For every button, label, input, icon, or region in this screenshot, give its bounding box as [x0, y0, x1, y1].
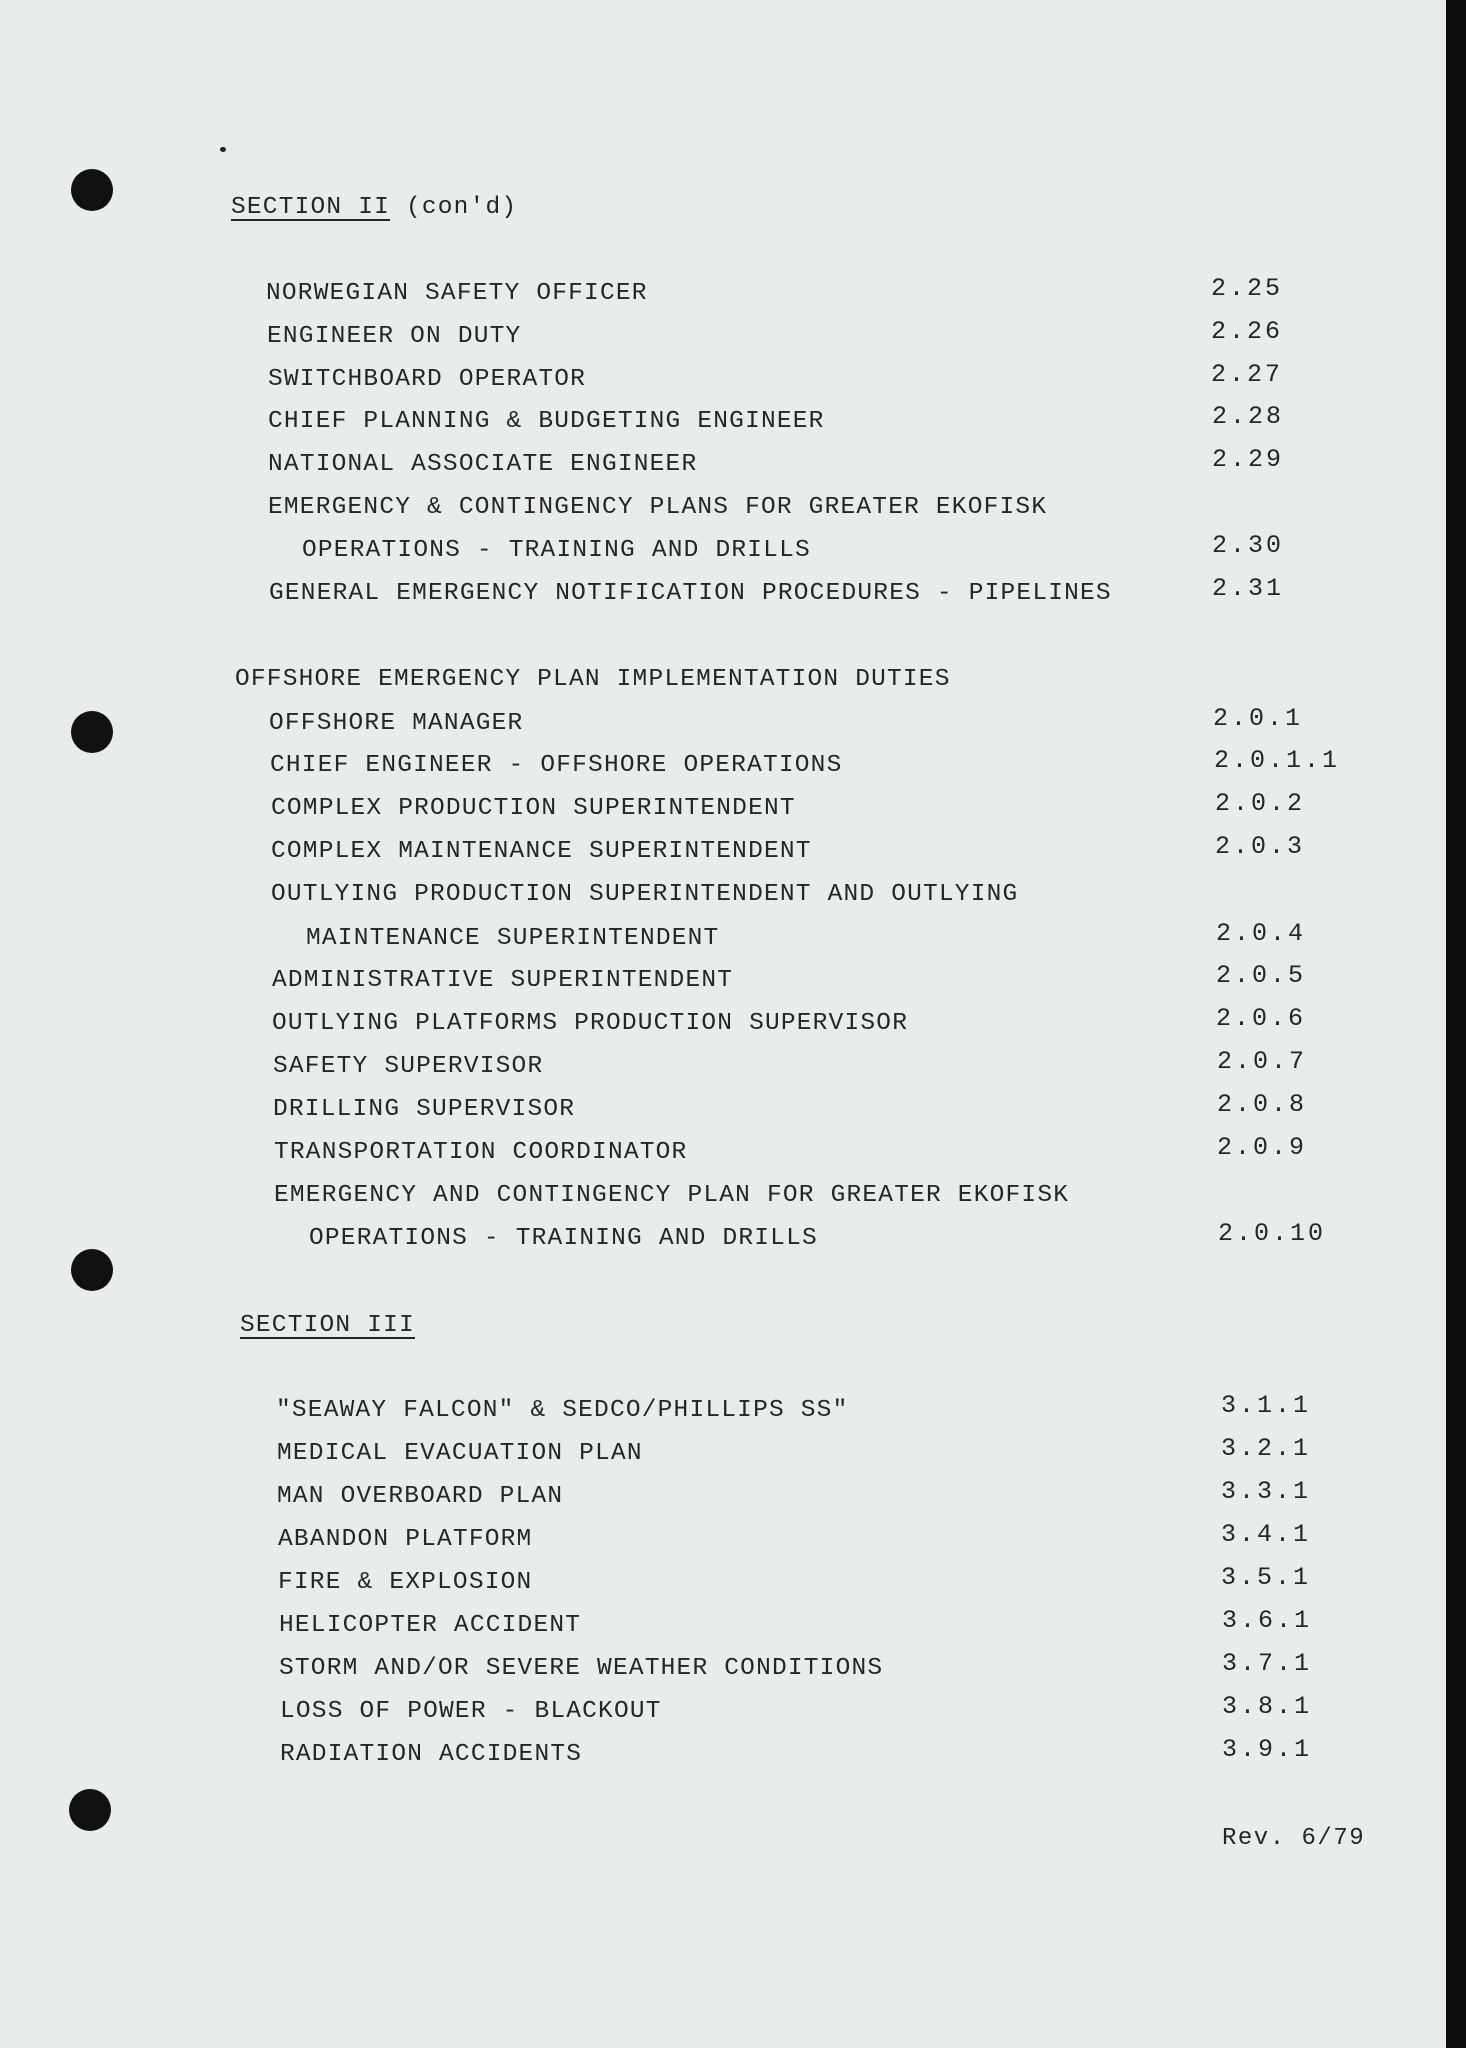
toc-entry-label: CHIEF ENGINEER - OFFSHORE OPERATIONS	[270, 752, 843, 779]
toc-entry-number: 2.0.9	[1217, 1133, 1308, 1162]
toc-entry-number: 3.6.1	[1222, 1606, 1313, 1635]
toc-entry-number: 2.0.7	[1217, 1047, 1308, 1076]
toc-entry-label: "SEAWAY FALCON" & SEDCO/PHILLIPS SS"	[276, 1397, 849, 1424]
toc-entry-label: ABANDON PLATFORM	[278, 1526, 533, 1553]
toc-entry-number: 2.0.8	[1217, 1090, 1308, 1119]
toc-entry-label: ADMINISTRATIVE SUPERINTENDENT	[272, 967, 734, 994]
toc-entry-number: 2.0.3	[1215, 832, 1306, 861]
toc-entry-label: HELICOPTER ACCIDENT	[279, 1612, 582, 1639]
toc-entry-number: 2.30	[1212, 531, 1285, 560]
section-ii-header	[231, 193, 517, 223]
toc-entry-label: OUTLYING PLATFORMS PRODUCTION SUPERVISOR	[272, 1010, 909, 1037]
toc-entry-label-continued: OPERATIONS - TRAINING AND DRILLS	[309, 1225, 818, 1252]
offshore-duties-heading: OFFSHORE EMERGENCY PLAN IMPLEMENTATION DUTIES	[235, 666, 951, 693]
revision-note: Rev. 6/79	[1222, 1825, 1366, 1852]
toc-entry-label: EMERGENCY & CONTINGENCY PLANS FOR GREATER EKOFISK	[268, 494, 1048, 521]
toc-entry-label: CHIEF PLANNING & BUDGETING ENGINEER	[268, 408, 825, 435]
toc-entry-label: RADIATION ACCIDENTS	[280, 1741, 583, 1768]
toc-entry-label: GENERAL EMERGENCY NOTIFICATION PROCEDURES - PIPELINES	[269, 580, 1112, 607]
punch-hole-2	[71, 711, 113, 753]
toc-entry-number: 2.0.10	[1218, 1219, 1327, 1248]
toc-entry-label: STORM AND/OR SEVERE WEATHER CONDITIONS	[279, 1655, 884, 1682]
toc-entry-number: 2.0.1.1	[1214, 746, 1341, 775]
toc-entry-label: LOSS OF POWER - BLACKOUT	[280, 1698, 662, 1725]
toc-entry-label: SWITCHBOARD OPERATOR	[268, 366, 587, 393]
toc-entry-label: FIRE & EXPLOSION	[278, 1569, 533, 1596]
toc-entry-number: 2.0.6	[1216, 1004, 1307, 1033]
toc-entry-label: OUTLYING PRODUCTION SUPERINTENDENT AND OUTLYING	[271, 881, 1019, 908]
toc-entry-number: 2.25	[1211, 274, 1284, 303]
toc-entry-number: 2.29	[1212, 445, 1285, 474]
punch-hole-1	[71, 169, 113, 211]
toc-entry-label: MEDICAL EVACUATION PLAN	[277, 1440, 643, 1467]
section-iii-title: SECTION III	[240, 1312, 415, 1339]
toc-entry-number: 2.26	[1211, 317, 1284, 346]
toc-entry-label: EMERGENCY AND CONTINGENCY PLAN FOR GREATER EKOFISK	[274, 1182, 1070, 1209]
toc-entry-label: OFFSHORE MANAGER	[269, 710, 524, 737]
toc-entry-label: DRILLING SUPERVISOR	[273, 1096, 576, 1123]
toc-entry-label: SAFETY SUPERVISOR	[273, 1053, 544, 1080]
toc-entry-label: COMPLEX PRODUCTION SUPERINTENDENT	[271, 795, 796, 822]
toc-entry-label: COMPLEX MAINTENANCE SUPERINTENDENT	[271, 838, 812, 865]
toc-entry-number: 3.2.1	[1221, 1434, 1312, 1463]
toc-entry-label: NORWEGIAN SAFETY OFFICER	[266, 280, 648, 307]
toc-entry-number: 3.5.1	[1221, 1563, 1312, 1592]
toc-entry-number: 2.0.4	[1216, 919, 1307, 948]
toc-entry-label-continued: OPERATIONS - TRAINING AND DRILLS	[302, 537, 811, 564]
ink-speck	[220, 147, 226, 152]
toc-entry-number: 3.7.1	[1222, 1649, 1313, 1678]
toc-entry-number: 3.4.1	[1221, 1520, 1312, 1549]
toc-entry-label: ENGINEER ON DUTY	[267, 323, 522, 350]
toc-entry-number: 2.0.2	[1215, 789, 1306, 818]
toc-entry-number: 2.0.5	[1216, 961, 1307, 990]
punch-hole-3	[71, 1249, 113, 1291]
toc-entry-number: 2.28	[1212, 402, 1285, 431]
toc-entry-number: 2.27	[1211, 360, 1284, 389]
toc-entry-label: NATIONAL ASSOCIATE ENGINEER	[268, 451, 698, 478]
toc-entry-number: 3.8.1	[1222, 1692, 1313, 1721]
toc-entry-number: 2.31	[1212, 574, 1285, 603]
toc-entry-label-continued: MAINTENANCE SUPERINTENDENT	[306, 925, 720, 952]
toc-entry-number: 3.1.1	[1221, 1391, 1312, 1420]
toc-entry-number: 2.0.1	[1213, 704, 1304, 733]
punch-hole-4	[69, 1789, 111, 1831]
toc-entry-label: MAN OVERBOARD PLAN	[277, 1483, 564, 1510]
section-iii-header	[240, 1311, 415, 1341]
section-ii-title: SECTION II	[231, 194, 391, 221]
toc-entry-label: TRANSPORTATION COORDINATOR	[274, 1139, 688, 1166]
toc-entry-number: 3.3.1	[1221, 1477, 1312, 1506]
section-ii-suffix: (con'd)	[405, 194, 518, 221]
toc-entry-number: 3.9.1	[1222, 1735, 1313, 1764]
